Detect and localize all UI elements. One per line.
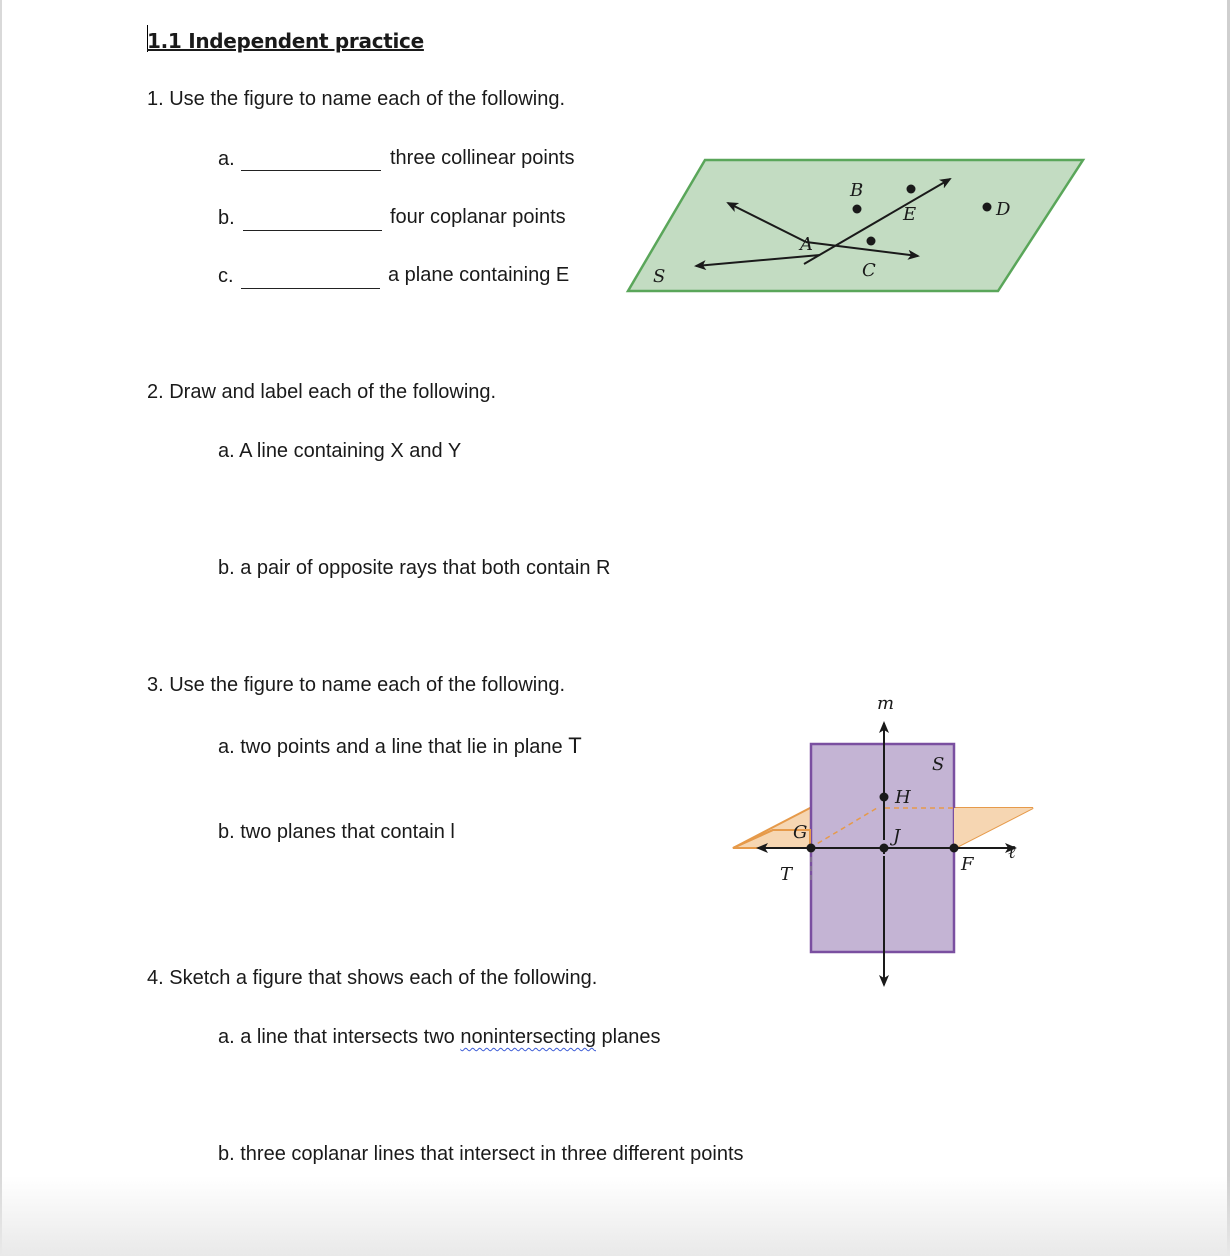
window-bottom-shadow [0,1176,1230,1256]
label-plane-s: S [653,266,666,287]
q4-a-suffix: planes [596,1026,661,1048]
q1-b-text: four coplanar points [390,206,566,228]
label-plane-t: T [780,864,793,885]
q3-b: b. two planes that contain l [218,821,455,843]
q1-a-answer-blank[interactable] [241,170,381,171]
q4-a-spellcheck-word[interactable]: nonintersecting [460,1026,596,1048]
q1-c-text: a plane containing E [388,264,570,286]
label-g: G [793,822,808,843]
q3-figure [725,690,1045,990]
q3-a-text: a. two points and a line that lie in plane [218,736,569,758]
q4-b: b. three coplanar lines that intersect in three different points [218,1143,744,1165]
q3-a [218,733,582,759]
q2-b: b. a pair of opposite rays that both contain R [218,557,611,579]
q4-prompt: 4. Sketch a figure that shows each of the following. [147,967,598,989]
q1-a-letter: a. [218,148,235,170]
q1-c-letter: c. [218,265,234,287]
q1-figure [620,150,1090,300]
q2-prompt: 2. Draw and label each of the following. [147,381,497,403]
q1-b-letter: b. [218,207,235,229]
page-title: 1.1 Independent practice [147,29,424,53]
q3-prompt: 3. Use the figure to name each of the following. [147,674,566,696]
label-e: E [903,204,917,225]
label-l: ℓ [1008,842,1016,863]
label-h: H [895,787,911,808]
q2-a: a. A line containing X and Y [218,440,462,462]
q3-a-plane: T [568,733,582,758]
point-c [867,237,876,246]
point-f [950,844,959,853]
q4-a [218,1026,661,1049]
page-edge-left [0,0,2,1256]
label-a: A [800,234,813,255]
point-b [853,205,862,214]
point-h [880,793,889,802]
point-j [880,844,889,853]
label-b: B [850,180,864,201]
q1-b-answer-blank[interactable] [243,230,382,231]
label-d: D [996,199,1011,220]
label-f: F [961,854,974,875]
label-m: m [877,693,895,714]
q4-a-prefix: a. a line that intersects two [218,1026,461,1048]
q1-c-answer-blank[interactable] [241,288,380,289]
q1-prompt: 1. Use the figure to name each of the following. [147,88,566,110]
point-e [907,185,916,194]
label-c: C [862,260,876,281]
plane-t-front-right [954,808,1033,848]
point-g [807,844,816,853]
q1-a-text: three collinear points [390,147,575,169]
label-j: J [893,826,901,847]
label-plane-s: S [932,754,945,775]
point-d [983,203,992,212]
